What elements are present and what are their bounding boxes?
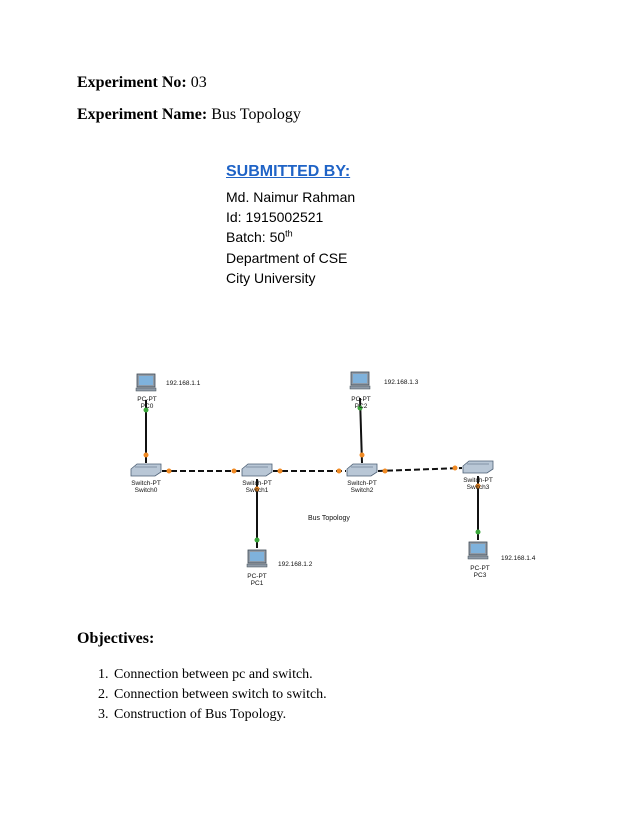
pc-pc2 — [350, 372, 419, 410]
switch-type-label: Switch-PT — [131, 480, 161, 487]
switch-type-label: Switch-PT — [463, 477, 493, 484]
pc-ip-label: 192.168.1.1 — [166, 380, 201, 387]
keyboard-icon — [136, 388, 156, 391]
monitor-screen — [471, 544, 485, 553]
pc-ip-label: 192.168.1.2 — [278, 561, 313, 568]
objectives-title: Objectives: — [77, 630, 155, 647]
objective-item: 1. Connection between pc and switch. — [112, 665, 327, 685]
port-indicator — [278, 469, 283, 474]
pc-type-label: PC-PT — [351, 396, 371, 403]
pc-name-label: PC0 — [140, 403, 154, 410]
port-indicator — [383, 469, 388, 474]
switch-icon — [131, 464, 161, 476]
student-id: Id: 1915002521 — [226, 209, 324, 225]
pc-type-label: PC-PT — [137, 396, 157, 403]
experiment-number-label: Experiment No: — [77, 74, 187, 91]
experiment-number-value: 03 — [190, 74, 207, 91]
keyboard-icon — [468, 556, 488, 559]
switch-switch0 — [131, 464, 161, 494]
experiment-number — [77, 74, 207, 92]
student-batch — [226, 227, 293, 247]
objective-item: 2. Connection between switch to switch. — [112, 685, 327, 705]
student-name: Md. Naimur Rahman — [226, 189, 356, 205]
pc-type-label: PC-PT — [247, 573, 267, 580]
links-layer — [144, 398, 481, 548]
keyboard-icon — [247, 564, 267, 567]
port-indicator — [144, 453, 149, 458]
pc-pc0 — [136, 374, 201, 410]
switch-name-label: Switch2 — [350, 487, 374, 494]
monitor-screen — [353, 374, 367, 383]
experiment-name — [77, 106, 301, 124]
switch-name-label: Switch0 — [134, 487, 158, 494]
keyboard-icon — [350, 386, 370, 389]
batch-ordinal: th — [285, 228, 293, 239]
switch-icon — [347, 464, 377, 476]
port-indicator — [255, 538, 260, 543]
nodes-layer — [131, 372, 536, 587]
bus-topology-diagram — [110, 360, 536, 600]
pc-name-label: PC1 — [250, 580, 264, 587]
switch-icon — [463, 461, 493, 473]
objective-item: 3. Construction of Bus Topology. — [112, 705, 327, 725]
monitor-screen — [139, 376, 153, 385]
pc-name-label: PC3 — [473, 572, 487, 579]
port-indicator — [167, 469, 172, 474]
port-indicator — [337, 469, 342, 474]
switch-type-label: Switch-PT — [347, 480, 377, 487]
switch-icon — [242, 464, 272, 476]
diagram-title: Bus Topology — [308, 515, 350, 522]
batch-text: Batch: 50 — [226, 229, 286, 245]
submitted-by-heading: SUBMITTED BY: — [226, 163, 351, 180]
bus-link — [378, 468, 462, 471]
pc-ip-label: 192.168.1.4 — [501, 555, 536, 562]
objectives-list — [92, 665, 327, 725]
pc-name-label: PC2 — [354, 403, 368, 410]
student-university: City University — [226, 270, 316, 286]
switch-name-label: Switch3 — [466, 484, 490, 491]
switch-switch2 — [347, 464, 377, 494]
port-indicator — [476, 530, 481, 535]
port-indicator — [360, 453, 365, 458]
experiment-name-label: Experiment Name: — [77, 106, 208, 123]
monitor-screen — [250, 552, 264, 561]
experiment-name-value: Bus Topology — [211, 106, 301, 123]
switch-name-label: Switch1 — [245, 487, 269, 494]
switch-type-label: Switch-PT — [242, 480, 272, 487]
pc-type-label: PC-PT — [470, 565, 490, 572]
port-indicator — [453, 466, 458, 471]
port-indicator — [232, 469, 237, 474]
student-department: Department of CSE — [226, 250, 348, 266]
pc-pc1 — [247, 550, 313, 587]
pc-ip-label: 192.168.1.3 — [384, 379, 419, 386]
pc-pc3 — [468, 542, 536, 579]
